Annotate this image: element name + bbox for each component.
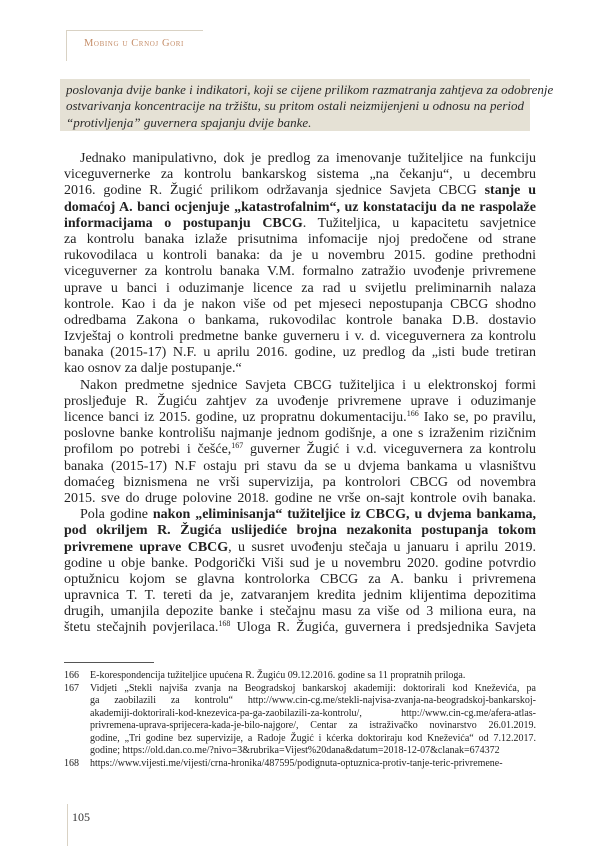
text-line	[64, 216, 536, 232]
text-segment: banaka (2015-17) N.F. u aprilu 2016. godine, uz predlog da „isti bude tretiran	[64, 345, 536, 361]
highlighted-quote-box	[60, 79, 554, 131]
text-line	[64, 426, 536, 442]
text-segment: rukovodilaca u kontroli banaka: da je u novembru 2015. godine prethodni	[64, 248, 536, 264]
text-segment: štetu stečajnih povjerilaca.	[64, 620, 219, 636]
text-segment: godine u obje banke. Podgorički Viši sud je u novembru 2020. godine potvrdio	[64, 555, 536, 571]
footnote-reference[interactable]: 168	[218, 619, 231, 629]
footnote-number: 167	[64, 682, 79, 694]
body-text	[64, 151, 536, 637]
text-segment: Uloga R. Žugića, guvernera i predsjednika Savjeta	[230, 620, 537, 636]
text-segment: kao osnov za dalje postupanje.“	[64, 361, 242, 377]
text-line	[64, 459, 536, 475]
text-line	[64, 361, 536, 377]
bold-text: nakon „eliminisanja“ tužiteljice iz CBCG, u dvjema bankama,	[152, 507, 536, 523]
text-segment: poslovne banke kontrolišu najmanje jednom godišnje, a one s izraženim rizičnim	[64, 426, 536, 442]
text-segment: Jednako manipulativno, dok je predlog za imenovanje tužiteljice na funkciju	[80, 151, 536, 166]
text-segment: banaka (2015-17) N.F ostaju pri stavu da se u dvjema bankama u vlasništvu	[64, 458, 536, 474]
footnote-line: godine, „Tri godine bez supervizije, a Radoje Žugić i kćerka doktoriraju kod Kneževića“ od 7.12.2017.	[90, 732, 536, 744]
text-line	[64, 410, 536, 426]
text-line	[64, 248, 536, 264]
text-segment: licence banci iz 2015. godine, uz propratnu dokumentaciju.	[64, 410, 407, 425]
text-line	[64, 281, 536, 297]
text-line	[64, 297, 536, 313]
text-line	[64, 620, 536, 636]
footnote-separator	[64, 662, 154, 663]
paragraph	[64, 378, 536, 508]
text-line	[64, 394, 536, 410]
running-header-title: Mobing u Crnoj Gori	[84, 38, 184, 49]
quote-line: poslovanja dvije banke i indikatori, koji se cijene prilikom razmatranja zahtjeva za odobrenje	[66, 82, 554, 97]
text-line	[64, 313, 536, 329]
bold-text: domaćoj A. banci ocjenjuje „katastrofalnim“, uz konstataciju da ne raspolaže	[64, 199, 536, 215]
paragraph	[64, 507, 536, 637]
paragraph	[64, 151, 536, 378]
quote-line: “protivljenja” guvernera spajanju dvije banke.	[66, 114, 312, 130]
text-segment: Pola godine	[80, 507, 153, 523]
text-segment: domaćeg biznismena ne vrši supervizija, pa kontrolori CBCG od novembra	[64, 474, 536, 490]
footnote	[64, 758, 536, 771]
footnotes	[64, 670, 536, 770]
text-segment: prosljeđuje R. Žugiću zahtjev za uvođenje privremene uprave i oduzimanje	[64, 393, 536, 409]
text-segment: Izvještaj o kontroli predmetne banke guverneru i v. d. viceguvernera za kontrolu	[64, 329, 536, 345]
text-segment: odredbama Zakona o bankama, rukovodilac kontrole banaka D.B. dostavio	[64, 312, 536, 328]
footnote-number: 166	[64, 670, 79, 681]
text-line	[64, 442, 536, 458]
footnote	[64, 670, 536, 683]
text-line	[64, 345, 536, 361]
text-line	[64, 232, 536, 248]
footnote-line: akademiji-doktorirali-kod-knezevica-pa-ga-zaobilazili-za-kontrolu/, http://www.cin-cg.me/afera-atlas-	[90, 707, 536, 719]
text-segment: za kontrolu banaka izlaže prisutnima infomacije njoj predočene od strane	[64, 231, 536, 247]
text-line	[64, 475, 536, 491]
text-segment: Iako se, po pravilu,	[418, 410, 536, 425]
text-segment: 2016. godine R. Žugić prilikom održavanja sjednice Savjeta CBCG	[64, 183, 485, 199]
text-line	[64, 572, 536, 588]
text-line	[64, 588, 536, 604]
text-line	[64, 264, 536, 280]
footnote-line: ga zaobilazili za kontrolu“ http://www.cin-cg.me/stekli-najvisa-zvanja-na-beogradskoj-bankarskoj-	[90, 695, 536, 706]
text-segment: viceguverner za kontrolu banaka V.M. formalno zatražio uvođenje privremene	[64, 264, 536, 280]
text-segment: Nakon predmetne sjednice Savjeta CBCG tužiteljica i u elektronskoj formi	[80, 377, 536, 393]
footnote-line: https://www.vijesti.me/vijesti/crna-hronika/487595/podignuta-optuznica-protiv-tanje-teric-privremene-	[90, 757, 503, 769]
footnote-number: 168	[64, 757, 79, 769]
text-segment: profilom po potrebi i češće,	[64, 442, 232, 458]
page-number-rule	[67, 804, 68, 846]
text-segment: guverner Žugić i v.d. viceguvernera za kontrolu	[243, 442, 536, 458]
text-line	[64, 604, 536, 620]
quote-line: ostvarivanja koncentracije na tržištu, su pritom ostali neizmijenjeni u odnosu na period	[66, 98, 524, 114]
text-line	[64, 556, 536, 572]
text-line	[64, 329, 536, 345]
bold-text: stanje u	[484, 183, 536, 199]
bold-text: informacijama o postupanju CBCG	[64, 215, 303, 231]
text-segment: kontrole. Kao i da je nakon više od pet mjeseci nepostupanja CBCG shodno	[64, 296, 536, 312]
text-segment: uprave u banci i oduzimanje licence za rad u svijetlu preliminarnih nalaza	[64, 280, 536, 296]
text-line	[64, 378, 536, 394]
text-segment: . Tužiteljica, u kapacitetu savjetnice	[302, 215, 536, 231]
bold-text: privremene uprave CBCG	[64, 539, 229, 555]
text-line	[64, 491, 536, 507]
footnote-line: E-korespondencija tužiteljice upućena R. Žugiću 09.12.2016. godine sa 11 propratnih priloga.	[90, 670, 466, 681]
text-line	[64, 507, 536, 523]
footnote-line: privremena-uprava-sprijecera-kada-je-bilo-najgore/, Centar za istraživačko novinarstvo 26.01.2019.	[90, 720, 536, 731]
text-line	[64, 151, 536, 167]
text-segment: 2015. sve do druge polovine 2018. godine ne vrše on-sajt kontrole ovih banaka.	[64, 490, 536, 506]
page-number: 105	[72, 810, 90, 824]
bold-text: pod okriljem R. Žugića uslijediće brojna nezakonita postupanja tokom	[64, 523, 536, 539]
text-segment: optužnicu kojom se glavna kontrolorka CBCG za A. banku i privremena	[64, 571, 536, 587]
text-segment: , u susret uvođenju stečaja u januaru i aprilu 2019.	[228, 539, 537, 555]
text-segment: viceguvernerke za kontrolu bankarskog sistema „na čekanju“, u decembru	[64, 167, 536, 183]
text-line	[64, 200, 536, 216]
text-segment: drugih, umanjila depozite banke i stečajnu masu za više od 3 miliona eura, na	[64, 604, 536, 620]
footnote-line: Vidjeti „Stekli najviša zvanja na Beogradskoj bankarskoj akademiji: doktorirali kod Kneževića, pa	[90, 682, 536, 694]
text-line	[64, 167, 536, 183]
text-line	[64, 540, 536, 556]
footnote-line: godine; https://old.dan.co.me/?nivo=3&rubrika=Vijest%20dana&datum=2018-12-07&clanak=674372	[90, 745, 500, 756]
footnote	[64, 683, 536, 758]
text-line	[64, 523, 536, 539]
text-segment: upravnica T. T. tereti da je, zatvaranjem kredita jednim klijentima depozitima	[64, 588, 536, 604]
text-line	[64, 183, 536, 199]
footnote-reference[interactable]: 166	[406, 409, 419, 418]
footnote-reference[interactable]: 167	[231, 441, 244, 451]
